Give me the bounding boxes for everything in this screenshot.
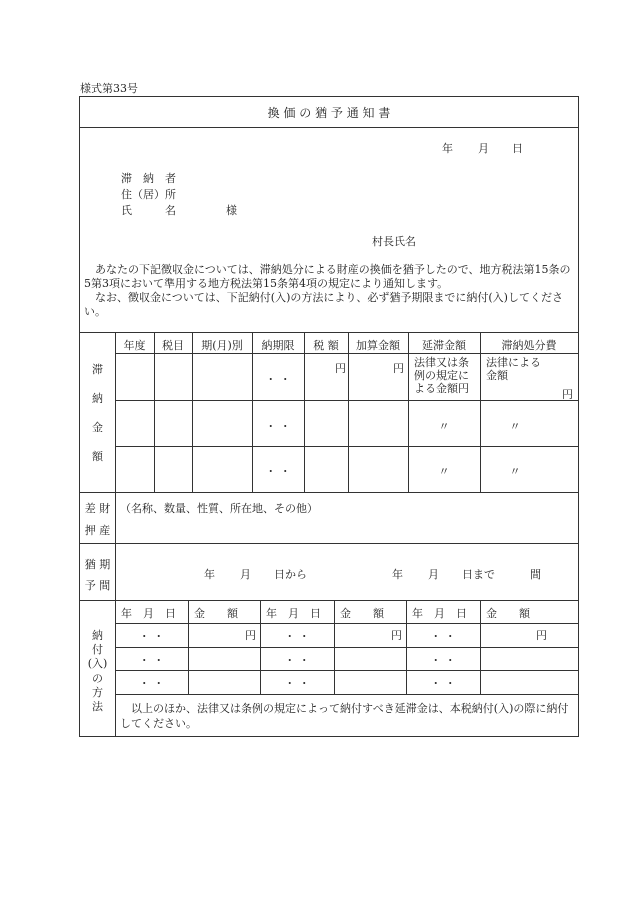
disposal-statutory-note: 法律による金額	[486, 356, 541, 382]
body-paragraph-2: なお、徴収金については、下記納付(入)の方法により、必ず猶予期限までに納付(入)してください。	[84, 291, 563, 318]
section-divider	[80, 492, 578, 493]
payment-date-dots: ・ ・	[138, 654, 165, 667]
payment-date-dots: ・ ・	[430, 630, 456, 643]
from-day: 日から	[274, 568, 307, 581]
header-period: 期(月)別	[201, 339, 243, 352]
side-label-char: 額	[92, 450, 103, 463]
due-date-dots: ・ ・	[265, 420, 291, 433]
yen-unit: 円	[335, 362, 346, 375]
seized-label-bottom: 押 産	[84, 524, 111, 537]
to-day: 日まで	[462, 568, 495, 581]
row-line	[115, 446, 578, 447]
ditto-mark: 〃	[509, 420, 521, 433]
payment-col-divider	[334, 600, 335, 694]
header-overdue: 延滞金額	[422, 339, 466, 352]
side-label-char: 金	[92, 421, 103, 434]
form-number: 様式第33号	[80, 82, 138, 95]
form-title: 換 価 の 猶 予 通 知 書	[267, 106, 391, 120]
col-divider	[154, 332, 155, 492]
payment-side-char: 法	[92, 700, 103, 713]
from-month: 月	[240, 568, 251, 581]
payment-date-dots: ・ ・	[284, 630, 310, 643]
payment-date-dots: ・ ・	[430, 677, 456, 690]
yen-unit: 円	[391, 629, 402, 642]
header-tax-amount: 税 額	[313, 339, 339, 352]
name-label: 氏 名	[121, 204, 176, 217]
body-paragraph-1: あなたの下記徴収金については、滞納処分による財産の換価を猶予したので、地方税法第15条の5第3項において準用する地方税法第15条第4項の規定により通知します。	[84, 263, 571, 290]
ditto-mark: 〃	[438, 465, 450, 478]
payment-date-dots: ・ ・	[138, 630, 165, 643]
payment-col-divider	[480, 600, 481, 694]
period-label-top: 猶 期	[84, 558, 111, 571]
seized-property-hint: （名称、数量、性質、所在地、その他）	[120, 502, 318, 515]
row-line	[115, 400, 578, 401]
address-label: 住（居）所	[121, 188, 176, 201]
payment-row-line	[115, 647, 578, 648]
yen-unit: 円	[393, 362, 404, 375]
payment-side-char: (入)	[87, 657, 108, 670]
payment-header-line	[115, 623, 578, 624]
payment-amount-header: 金 額	[194, 607, 238, 620]
overdue-statutory-note: 法律又は条例の規定による金額円	[414, 356, 469, 395]
sender-name: 村長氏名	[372, 235, 416, 248]
header-disposal: 滞納処分費	[501, 339, 557, 352]
payment-amount-header: 金 額	[486, 607, 530, 620]
payment-row-line	[115, 670, 578, 671]
payment-side-char: 付	[92, 643, 103, 656]
payment-col-divider	[188, 600, 189, 694]
delinquent-label: 滞 納 者	[121, 172, 176, 185]
section-divider	[80, 600, 578, 601]
payment-date-dots: ・ ・	[284, 654, 310, 667]
period-label-bottom: 予 間	[84, 579, 111, 592]
col-divider	[348, 332, 349, 492]
date-month: 月	[478, 142, 489, 155]
payment-date-dots: ・ ・	[430, 654, 456, 667]
yen-unit: 円	[536, 629, 547, 642]
payment-side-char: 納	[92, 629, 103, 642]
payment-amount-header: 金 額	[340, 607, 384, 620]
date-day: 日	[512, 142, 523, 155]
header-row-line	[115, 353, 578, 354]
payment-date-dots: ・ ・	[284, 677, 310, 690]
due-date-dots: ・ ・	[265, 373, 291, 386]
payment-date-header: 年 月 日	[266, 607, 321, 620]
col-divider	[192, 332, 193, 492]
period-unit: 間	[530, 568, 541, 581]
from-year: 年	[204, 568, 215, 581]
date-year: 年	[442, 142, 453, 155]
yen-unit: 円	[245, 629, 256, 642]
header-due-date: 納期限	[261, 339, 295, 352]
payment-note: 以上のほか、法律又は条例の規定によって納付すべき延滞金は、本税納付(入)の際に納付してください。	[120, 702, 569, 730]
due-date-dots: ・ ・	[265, 465, 291, 478]
payment-date-dots: ・ ・	[138, 677, 165, 690]
side-label-char: 滞	[92, 363, 103, 376]
payment-side-char: の	[92, 672, 103, 685]
honorific: 様	[226, 204, 237, 217]
header-fiscal-year: 年度	[123, 339, 146, 352]
payment-date-header: 年 月 日	[121, 607, 176, 620]
yen-unit: 円	[562, 388, 573, 401]
to-year: 年	[392, 568, 403, 581]
seized-label-top: 差 財	[84, 502, 111, 515]
header-additional: 加算金額	[356, 339, 400, 352]
col-divider	[304, 332, 305, 492]
title-divider	[80, 127, 578, 128]
ditto-mark: 〃	[438, 420, 450, 433]
to-month: 月	[428, 568, 439, 581]
payment-date-header: 年 月 日	[412, 607, 467, 620]
ditto-mark: 〃	[509, 465, 521, 478]
side-label-char: 納	[92, 392, 103, 405]
payment-side-char: 方	[92, 686, 103, 699]
header-tax-item: 税目	[162, 339, 184, 352]
payment-row-line	[115, 694, 578, 695]
section-divider	[80, 543, 578, 544]
